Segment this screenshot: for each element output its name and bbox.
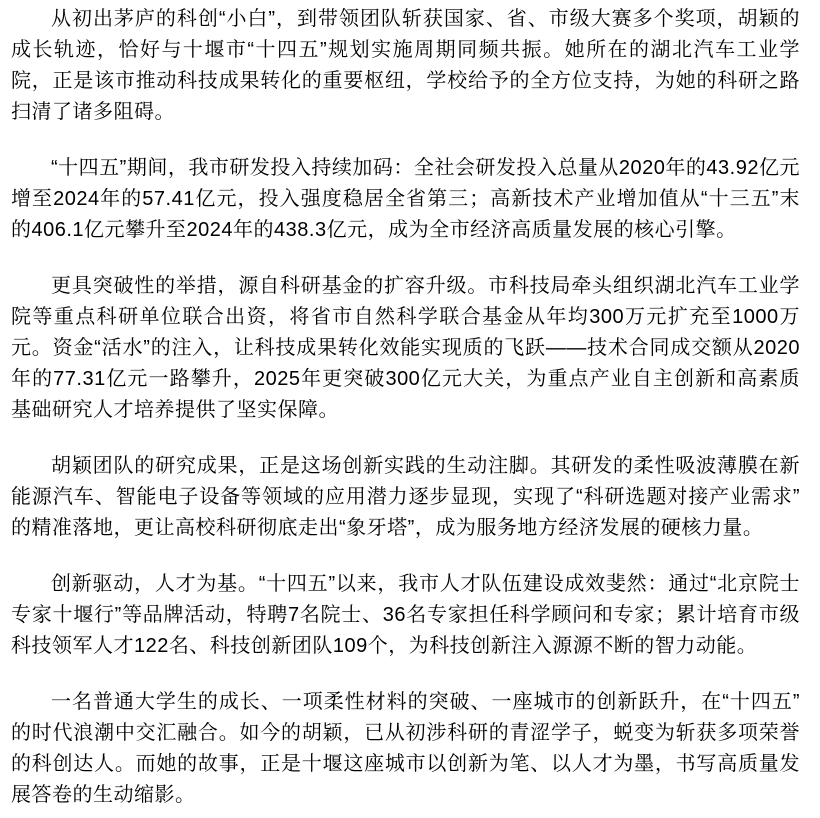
article-paragraph: 从初出茅庐的科创“小白”，到带领团队斩获国家、省、市级大赛多个奖项，胡颖的成长轨迹，恰好与十堰市“十四五”规划实施周期同频共振。她所在的湖北汽车工业学院，正是该市推动科技成果转化的重要枢纽，学校给予的全方位支持，为她的科研之路扫清了诸多阻碍。 <box>11 8 800 123</box>
article-paragraph: “十四五”期间，我市研发投入持续加码：全社会研发投入总量从2020年的43.92亿元增至2024年的57.41亿元，投入强度稳居全省第三；高新技术产业增加值从“十三五”末的406.1亿元攀升至2024年的438.3亿元，成为全市经济高质量发展的核心引擎。 <box>11 157 800 241</box>
article-paragraph: 更具突破性的举措，源自科研基金的扩容升级。市科技局牵头组织湖北汽车工业学院等重点科研单位联合出资，将省市自然科学联合基金从年均300万元扩充至1000万元。资金“活水”的注入，让科技成果转化效能实现质的飞跃——技术合同成交额从2020年的77.31亿元一路攀升，2025年更突破300亿元大关，为重点产业自主创新和高素质基础研究人才培养提供了坚实保障。 <box>11 275 800 421</box>
article-paragraph: 胡颖团队的研究成果，正是这场创新实践的生动注脚。其研发的柔性吸波薄膜在新能源汽车、智能电子设备等领域的应用潜力逐步显现，实现了“科研选题对接产业需求”的精准落地，更让高校科研彻底走出“象牙塔”，成为服务地方经济发展的硬核力量。 <box>11 455 800 539</box>
article-paragraph: 创新驱动，人才为基。“十四五”以来，我市人才队伍建设成效斐然：通过“北京院士专家十堰行”等品牌活动，特聘7名院士、36名专家担任科学顾问和专家；累计培育市级科技领军人才122名、科技创新团队109个，为科技创新注入源源不断的智力动能。 <box>11 573 800 657</box>
article-paragraph: 一名普通大学生的成长、一项柔性材料的突破、一座城市的创新跃升，在“十四五”的时代浪潮中交汇融合。如今的胡颖，已从初涉科研的青涩学子，蜕变为斩获多项荣誉的科创达人。而她的故事，正是十堰这座城市以创新为笔、以人才为墨，书写高质量发展答卷的生动缩影。 <box>11 691 800 806</box>
